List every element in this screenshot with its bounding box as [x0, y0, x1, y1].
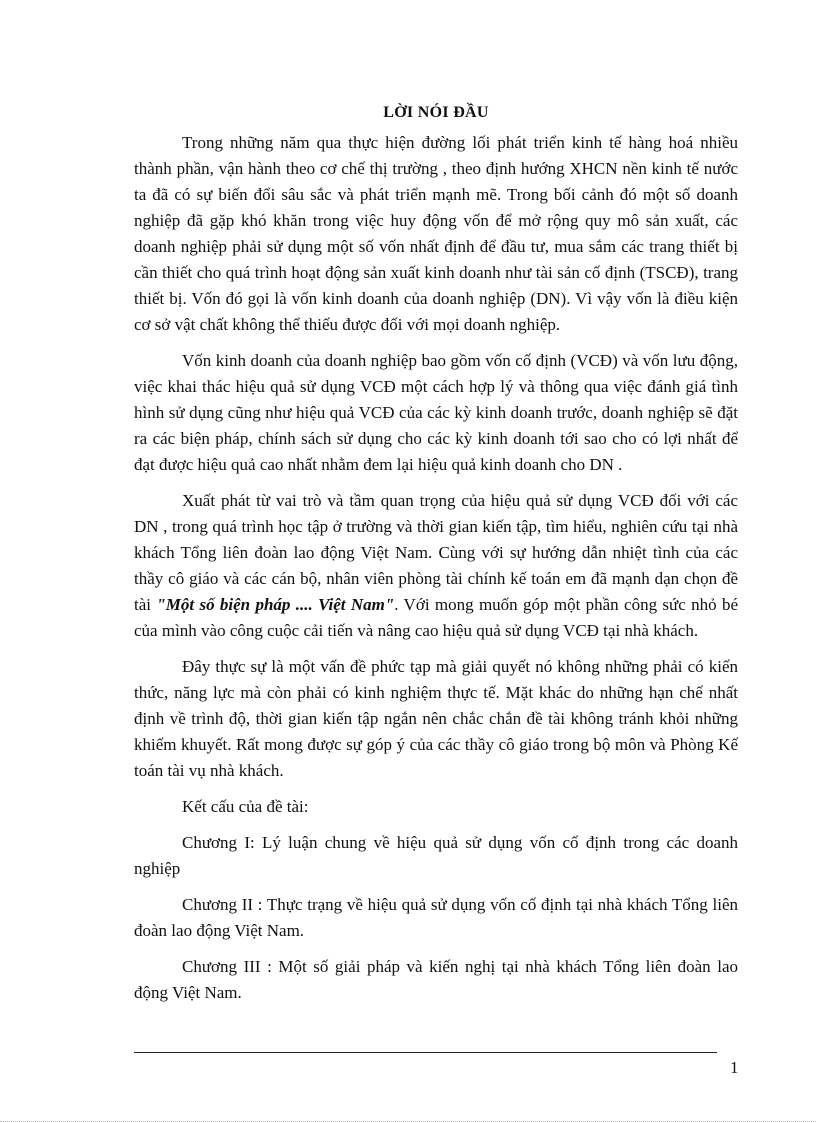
topic-title-emphasis: "Một số biện pháp .... Việt Nam"	[156, 595, 395, 614]
paragraph-capital: Vốn kinh doanh của doanh nghiệp bao gồm vốn cố định (VCĐ) và vốn lưu động, việc khai thác hiệu quả sử dụng VCĐ một cách hợp lý và thông qua việc đánh giá tình hình sử dụng cũng như hiệu quả VCĐ của các kỳ kinh doanh trước, doanh nghiệp sẽ đặt ra các biện pháp, chính sách sử dụng cho các kỳ kinh doanh tới sao cho có lợi nhất để đạt được hiệu quả cao nhất nhằm đem lại hiệu quả kinh doanh cho DN .	[134, 351, 738, 474]
paragraph-topic	[134, 488, 738, 644]
paragraph-chapter-1: Chương I: Lý luận chung về hiệu quả sử dụng vốn cố định trong các doanh nghiệp	[134, 833, 738, 878]
paragraph-topic-after: . Với mong muốn góp một phần công sức nhỏ bé của mình vào công cuộc cải tiến và nâng cao hiệu quả sử dụng VCĐ tại nhà khách.	[134, 595, 739, 640]
footer-divider	[134, 1052, 717, 1053]
paragraph-topic-before: Xuất phát từ vai trò và tầm quan trọng của hiệu quả sử dụng VCĐ đối với các DN , trong quá trình học tập ở trường và thời gian kiến tập, tìm hiểu, nghiên cứu tại nhà khách Tổng liên đoàn lao động Việt Nam. Cùng với sự hướng dẫn nhiệt tình của các thầy cô giáo và các cán bộ, nhân viên phòng tài chính kế toán em đã mạnh dạn chọn đề tài	[134, 491, 738, 614]
paragraph-chapter-3: Chương III : Một số giải pháp và kiến nghị tại nhà khách Tổng liên đoàn lao động Việt Nam.	[134, 957, 738, 1002]
page-title: LỜI NÓI ĐẦU	[383, 104, 489, 121]
paragraph-intro: Trong những năm qua thực hiện đường lối phát triển kinh tế hàng hoá nhiều thành phần, vận hành theo cơ chế thị trường , theo định hướng XHCN nền kinh tế nước ta đã có sự biến đổi sâu sắc và phát triển mạnh mẽ. Trong bối cảnh đó một số doanh nghiệp đã gặp khó khăn trong việc huy động vốn để mở rộng quy mô sản xuất, các doanh nghiệp phải sử dụng một số vốn nhất định để đầu tư, mua sắm các trang thiết bị cần thiết cho quá trình hoạt động sản xuất kinh doanh như tài sản cố định (TSCĐ), trang thiết bị. Vốn đó gọi là vốn kinh doanh của doanh nghiệp (DN). Vì vậy vốn là điều kiện cơ sở vật chất không thể thiếu được đối với mọi doanh nghiệp.	[134, 133, 738, 334]
page-number: 1	[730, 1058, 739, 1077]
page-content	[134, 96, 738, 1016]
page-bottom-edge	[0, 1121, 816, 1122]
paragraph-chapter-2: Chương II : Thực trạng về hiệu quả sử dụng vốn cố định tại nhà khách Tổng liên đoàn lao động Việt Nam.	[134, 895, 738, 940]
paragraph-limitations: Đây thực sự là một vấn đề phức tạp mà giải quyết nó không những phải có kiến thức, năng lực mà còn phải có kinh nghiệm thực tế. Mặt khác do những hạn chế nhất định về trình độ, thời gian kiến tập ngắn nên chắc chắn đề tài không tránh khỏi những khiếm khuyết. Rất mong được sự góp ý của các thầy cô giáo trong bộ môn và Phòng Kế toán tài vụ nhà khách.	[134, 657, 738, 780]
paragraph-structure-heading: Kết cấu của đề tài:	[182, 797, 309, 816]
